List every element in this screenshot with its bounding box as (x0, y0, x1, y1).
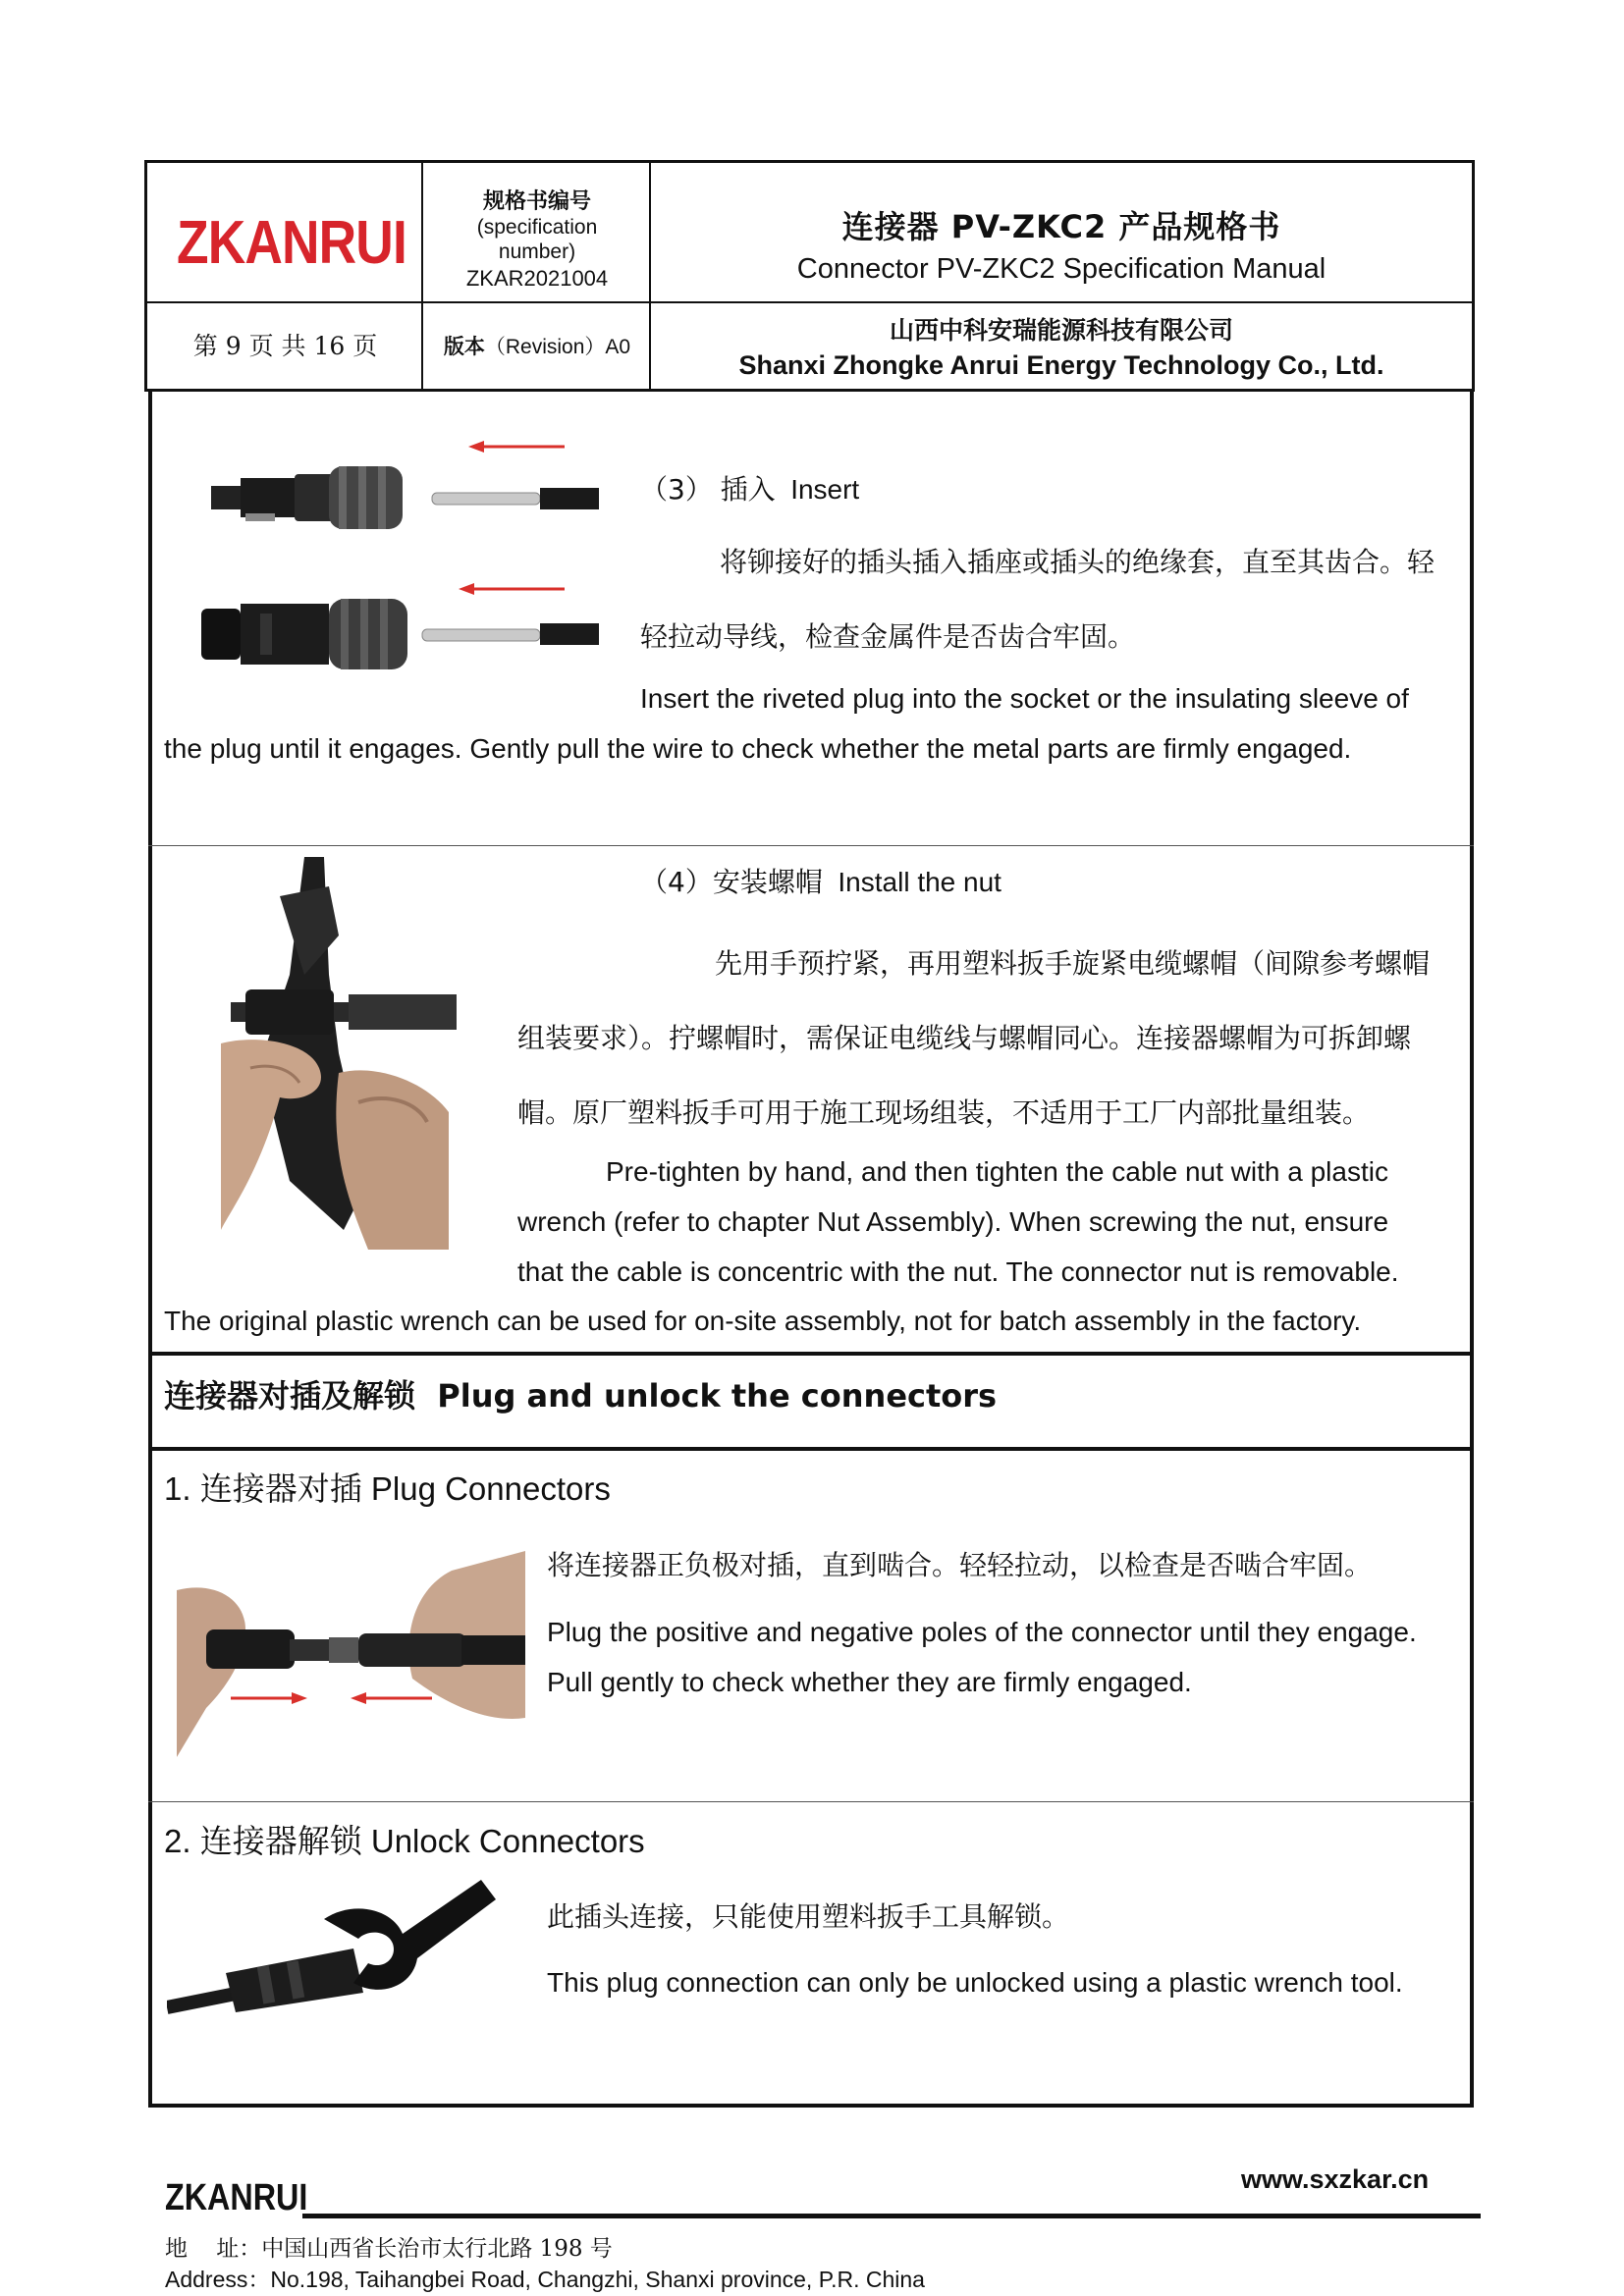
plug-en-line2: Pull gently to check whether they are firmly engaged. (547, 1667, 1192, 1697)
step3-zh-line2: 轻拉动导线，检查金属件是否齿合牢固。 (640, 620, 1136, 653)
spec-label-en-1: (specification (476, 216, 598, 239)
unlock-heading-num: 2. (164, 1823, 191, 1859)
unlock-heading-en: Unlock Connectors (370, 1823, 645, 1859)
step3-heading-en: Insert (790, 474, 860, 505)
company-name-zh: 山西中科安瑞能源科技有限公司 (889, 316, 1233, 345)
step3-heading-zh: 插入 (720, 473, 776, 506)
plug-heading (164, 1464, 611, 1510)
step3-heading (640, 468, 859, 507)
spec-label-zh: 规格书编号 (482, 189, 591, 214)
divider (148, 1801, 1474, 1802)
step3-en-line2: the plug until it engages. Gently pull the wire to check whether the metal parts are firmly engaged. (164, 733, 1352, 764)
step4-zh-line3: 帽。原厂塑料扳手可用于施工现场组装，不适用于工厂内部批量组装。 (517, 1096, 1371, 1129)
section-title-en: Plug and unlock the connectors (437, 1377, 998, 1415)
footer-logo: ZKANRUI (165, 2177, 308, 2218)
company-cell (651, 301, 1472, 392)
document-title-en: Connector PV-ZKC2 Specification Manual (796, 253, 1326, 285)
revision-value: （Revision）A0 (484, 336, 631, 358)
plug-en-line1: Plug the positive and negative poles of the connector until they engage. (547, 1617, 1417, 1647)
divider (148, 845, 1474, 846)
company-name-en: Shanxi Zhongke Anrui Energy Technology Co., Ltd. (738, 350, 1384, 380)
plug-heading-num: 1. (164, 1470, 191, 1507)
step3-en-line1: Insert the riveted plug into the socket or the insulating sleeve of (640, 683, 1409, 714)
unlock-zh: 此插头连接，只能使用塑料扳手工具解锁。 (547, 1900, 1070, 1933)
revision-label: 版本 (443, 335, 485, 358)
spec-header-table (144, 160, 1475, 392)
page-number: 第 9 页 共 16 页 (192, 332, 378, 360)
step4-en-line3: that the cable is concentric with the nut. The connector nut is removable. (517, 1256, 1399, 1287)
footer-rule (302, 2214, 1481, 2218)
step4-en-line1: Pre-tighten by hand, and then tighten the cable nut with a plastic (606, 1156, 1388, 1187)
step4-en-line2: wrench (refer to chapter Nut Assembly). When screwing the nut, ensure (517, 1206, 1389, 1237)
step4-heading-en: Install the nut (838, 867, 1001, 897)
spec-label-en-2: number) (498, 240, 576, 263)
document-title-zh: 连接器 PV-ZKC2 产品规格书 (841, 208, 1281, 245)
step4-zh-line1: 先用手预拧紧，再用塑料扳手旋紧电缆螺帽（间隙参考螺帽 (715, 947, 1431, 980)
unlock-heading (164, 1816, 645, 1862)
spec-number: ZKAR2021004 (465, 266, 609, 291)
plug-heading-zh: 连接器对插 (199, 1469, 362, 1508)
footer-address-zh: 地 址：中国山西省长治市太行北路 198 号 (165, 2236, 613, 2262)
step3-heading-num: （3） (640, 473, 713, 506)
section-heading (164, 1371, 997, 1416)
spec-number-cell (423, 163, 651, 301)
step4-en-line4: The original plastic wrench can be used for on-site assembly, not for batch assembly in the factory. (164, 1306, 1362, 1336)
step4-heading (640, 861, 1001, 900)
insert-plug-photo (201, 417, 614, 682)
company-logo: ZKANRUI (177, 209, 406, 277)
plug-heading-en: Plug Connectors (370, 1470, 611, 1507)
divider (148, 1352, 1474, 1356)
step4-zh-line2: 组装要求）。拧螺帽时，需保证电缆线与螺帽同心。连接器螺帽为可拆卸螺 (517, 1022, 1412, 1054)
revision-cell (423, 301, 651, 392)
step3-zh-line1: 将铆接好的插头插入插座或插头的绝缘套，直至其齿合。轻 (720, 546, 1435, 578)
step4-heading-num: （4） (640, 866, 713, 898)
plug-zh: 将连接器正负极对插，直到啮合。轻轻拉动，以检查是否啮合牢固。 (547, 1549, 1373, 1581)
unlock-heading-zh: 连接器解锁 (199, 1822, 362, 1860)
install-nut-photo (221, 857, 457, 1259)
unlock-en: This plug connection can only be unlocked using a plastic wrench tool. (547, 1967, 1403, 1998)
step4-heading-zh: 安装螺帽 (712, 866, 823, 898)
footer-website: www.sxzkar.cn (1241, 2164, 1430, 2194)
divider (148, 1447, 1474, 1451)
footer-address-en: Address：No.198, Taihangbei Road, Changzhi, Shanxi province, P.R. China (165, 2267, 925, 2292)
plug-connectors-photo (177, 1551, 525, 1757)
unlock-connectors-photo (167, 1880, 496, 2037)
document-title-cell (651, 163, 1472, 301)
section-title-zh: 连接器对插及解锁 (164, 1377, 416, 1415)
